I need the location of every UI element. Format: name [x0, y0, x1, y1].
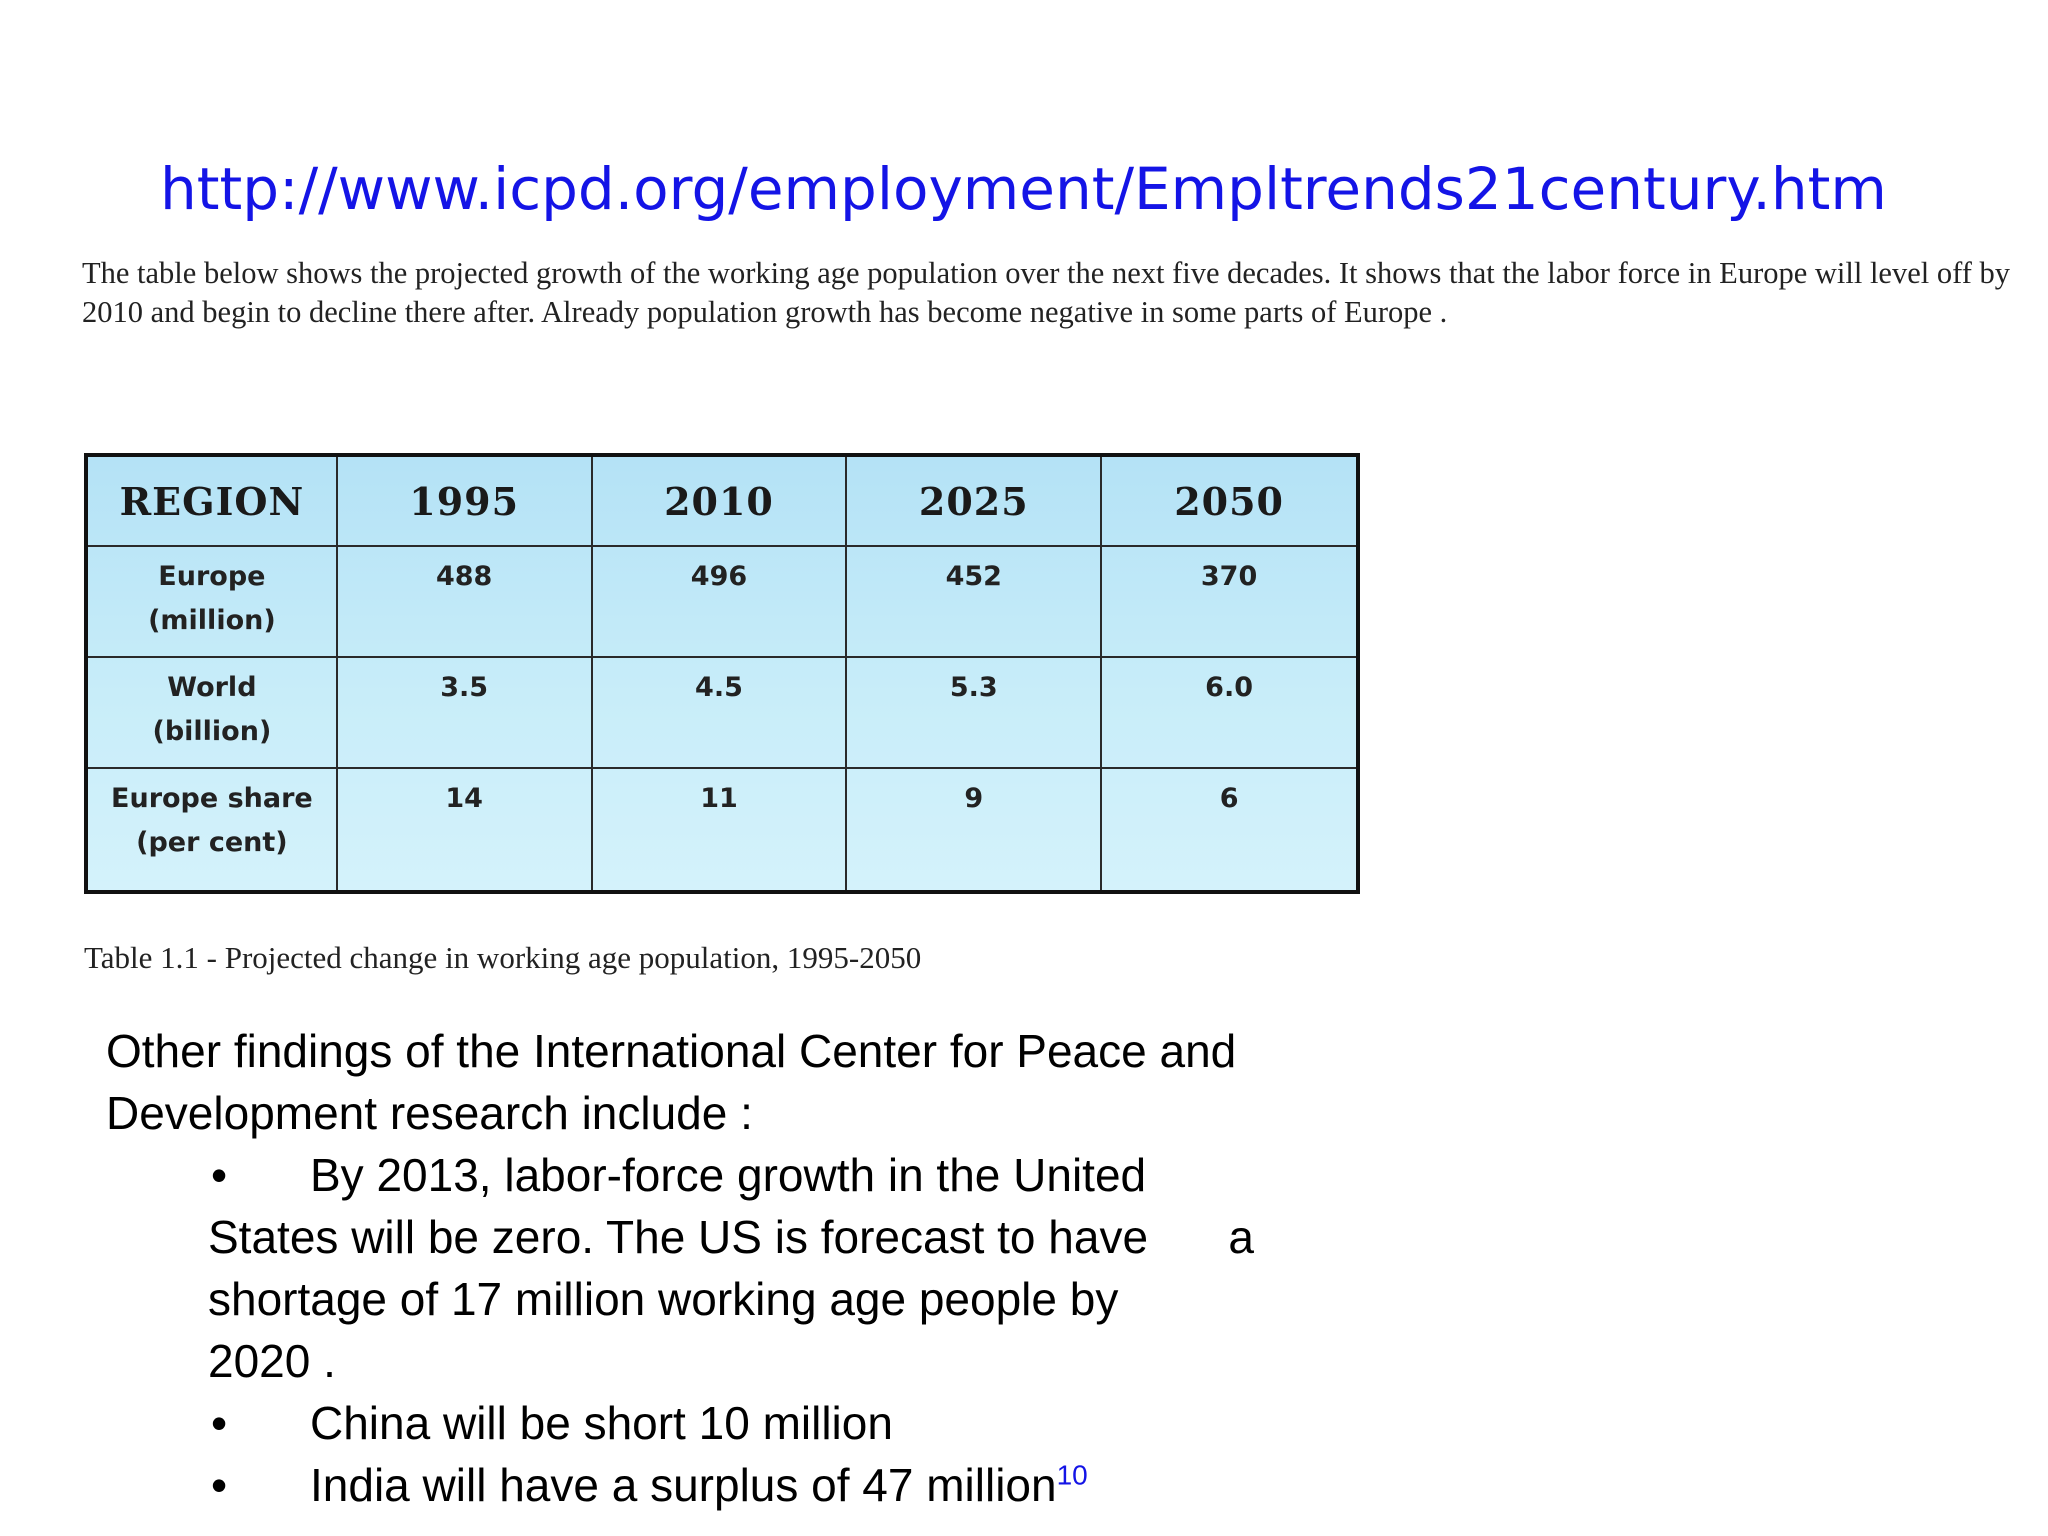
- bullet-icon: •: [211, 1149, 228, 1201]
- table-header-row: [86, 455, 1358, 546]
- header-region: REGION: [86, 455, 337, 546]
- bullet-text-fragment: a: [1228, 1211, 1254, 1263]
- bullet-text: China will be short 10 million: [310, 1397, 893, 1449]
- bullet-icon: •: [211, 1397, 228, 1449]
- footnote-marker: 10: [1056, 1459, 1088, 1491]
- bullet-text-continued: [208, 1206, 1254, 1268]
- table-cell: 14: [337, 768, 592, 892]
- table-row: [86, 546, 1358, 657]
- bullet-text: India will have a surplus of 47 million: [310, 1459, 1057, 1511]
- row-label: World: [167, 672, 257, 703]
- population-table: [84, 453, 1360, 894]
- table-cell: 6.0: [1101, 657, 1358, 768]
- header-2025: 2025: [846, 455, 1101, 546]
- source-url-link[interactable]: http://www.icpd.org/employment/Empltrends21century.htm: [160, 155, 1887, 223]
- row-unit: (per cent): [136, 827, 288, 858]
- row-unit: (billion): [152, 716, 272, 747]
- findings-list: [106, 1144, 1386, 1516]
- list-item: [106, 1454, 1386, 1516]
- table-cell: 5.3: [846, 657, 1101, 768]
- bullet-icon: •: [211, 1459, 228, 1511]
- table-cell: 496: [592, 546, 847, 657]
- table-cell: 452: [846, 546, 1101, 657]
- bullet-text-continued: shortage of 17 million working age people by: [208, 1273, 1119, 1325]
- intro-paragraph: The table below shows the projected growth of the working age population over the next five decades. It shows that the labor force in Europe will level off by 2010 and begin to decline there after. Already population growth has become negative in some parts of Europe .: [82, 256, 2010, 329]
- table-cell: 488: [337, 546, 592, 657]
- row-label: Europe: [158, 561, 266, 592]
- bullet-text-fragment: States will be zero. The US is forecast to have: [208, 1211, 1149, 1263]
- web-page-snapshot: [70, 250, 2020, 1000]
- table-cell: 9: [846, 768, 1101, 892]
- table-row: [86, 657, 1358, 768]
- header-1995: 1995: [337, 455, 592, 546]
- table-cell: 4.5: [592, 657, 847, 768]
- table-cell: 11: [592, 768, 847, 892]
- list-item: [106, 1144, 1386, 1392]
- row-label-cell: [86, 546, 337, 657]
- findings-intro-line: Development research include :: [106, 1087, 753, 1139]
- table-cell: 370: [1101, 546, 1358, 657]
- findings-intro-line: Other findings of the International Center for Peace and: [106, 1025, 1237, 1077]
- list-item: [106, 1392, 1386, 1454]
- row-label-cell: [86, 657, 337, 768]
- bullet-text: By 2013, labor-force growth in the United: [310, 1149, 1147, 1201]
- header-2010: 2010: [592, 455, 847, 546]
- bullet-text-continued: 2020 .: [208, 1335, 336, 1387]
- row-label: Europe share: [111, 783, 313, 814]
- findings-section: [106, 1020, 1386, 1516]
- row-label-cell: [86, 768, 337, 892]
- table-row: [86, 768, 1358, 892]
- table-caption: Table 1.1 - Projected change in working age population, 1995-2050: [84, 940, 922, 975]
- row-unit: (million): [148, 605, 276, 636]
- table-cell: 6: [1101, 768, 1358, 892]
- header-2050: 2050: [1101, 455, 1358, 546]
- table-cell: 3.5: [337, 657, 592, 768]
